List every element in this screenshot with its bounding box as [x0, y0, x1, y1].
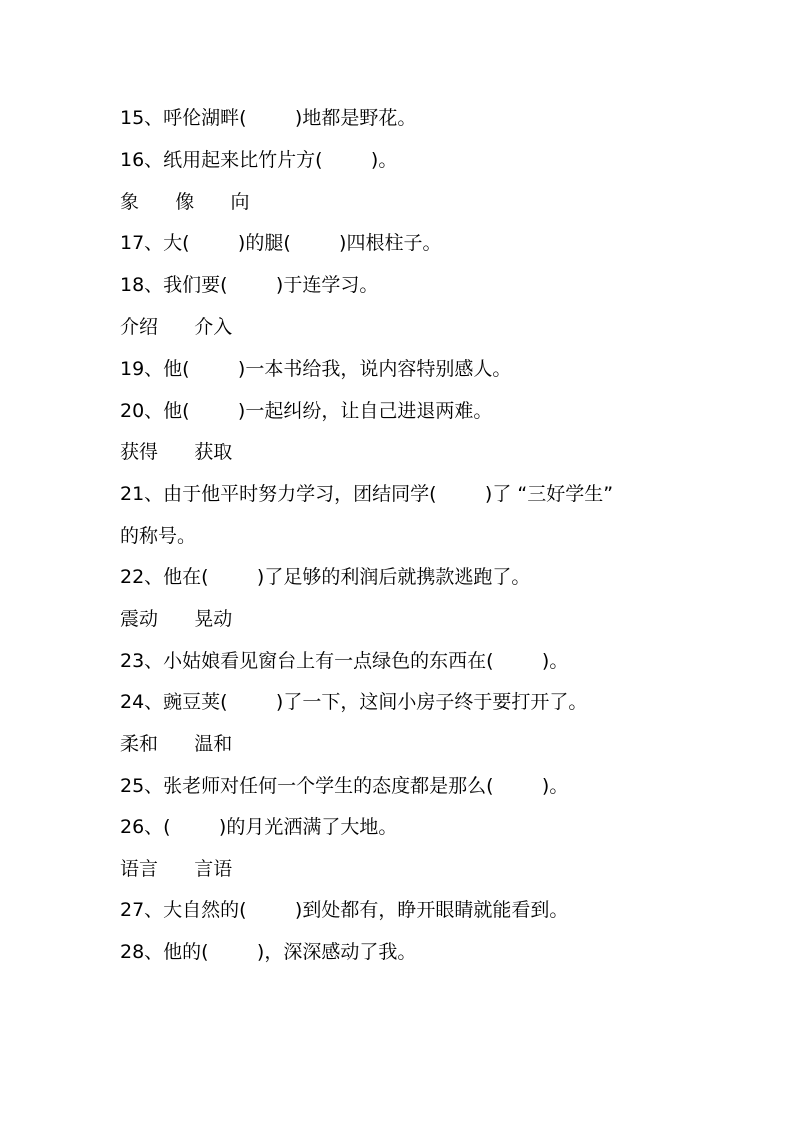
word-options-group: 介绍 介入	[120, 316, 233, 338]
question-21-continued: 的称号。	[120, 525, 197, 547]
word-options-group: 柔和 温和	[120, 733, 233, 755]
question-28: 28、他的( )，深深感动了我。	[120, 941, 417, 963]
question-18: 18、我们要( )于连学习。	[120, 274, 379, 296]
word-options-group: 震动 晃动	[120, 608, 233, 630]
question-23: 23、小姑娘看见窗台上有一点绿色的东西在( )。	[120, 650, 569, 672]
question-17: 17、大( )的腿( )四根柱子。	[120, 232, 442, 254]
question-15: 15、呼伦湖畔( )地都是野花。	[120, 107, 417, 129]
question-22: 22、他在( )了足够的利润后就携款逃跑了。	[120, 566, 531, 588]
question-24: 24、豌豆荚( )了一下，这间小房子终于要打开了。	[120, 691, 588, 713]
word-options-group: 获得 获取	[120, 441, 233, 463]
question-26: 26、( )的月光洒满了大地。	[120, 816, 398, 838]
question-20: 20、他( )一起纠纷，让自己进退两难。	[120, 400, 493, 422]
question-21: 21、由于他平时努力学习，团结同学( )了 “三好学生”	[120, 483, 614, 505]
question-19: 19、他( )一本书给我，说内容特别感人。	[120, 358, 512, 380]
question-25: 25、张老师对任何一个学生的态度都是那么( )。	[120, 775, 569, 797]
word-options-group: 象 像 向	[120, 191, 250, 213]
question-16: 16、纸用起来比竹片方( )。	[120, 149, 398, 171]
word-options-group: 语言 言语	[120, 858, 233, 880]
question-27: 27、大自然的( )到处都有，睁开眼睛就能看到。	[120, 899, 569, 921]
